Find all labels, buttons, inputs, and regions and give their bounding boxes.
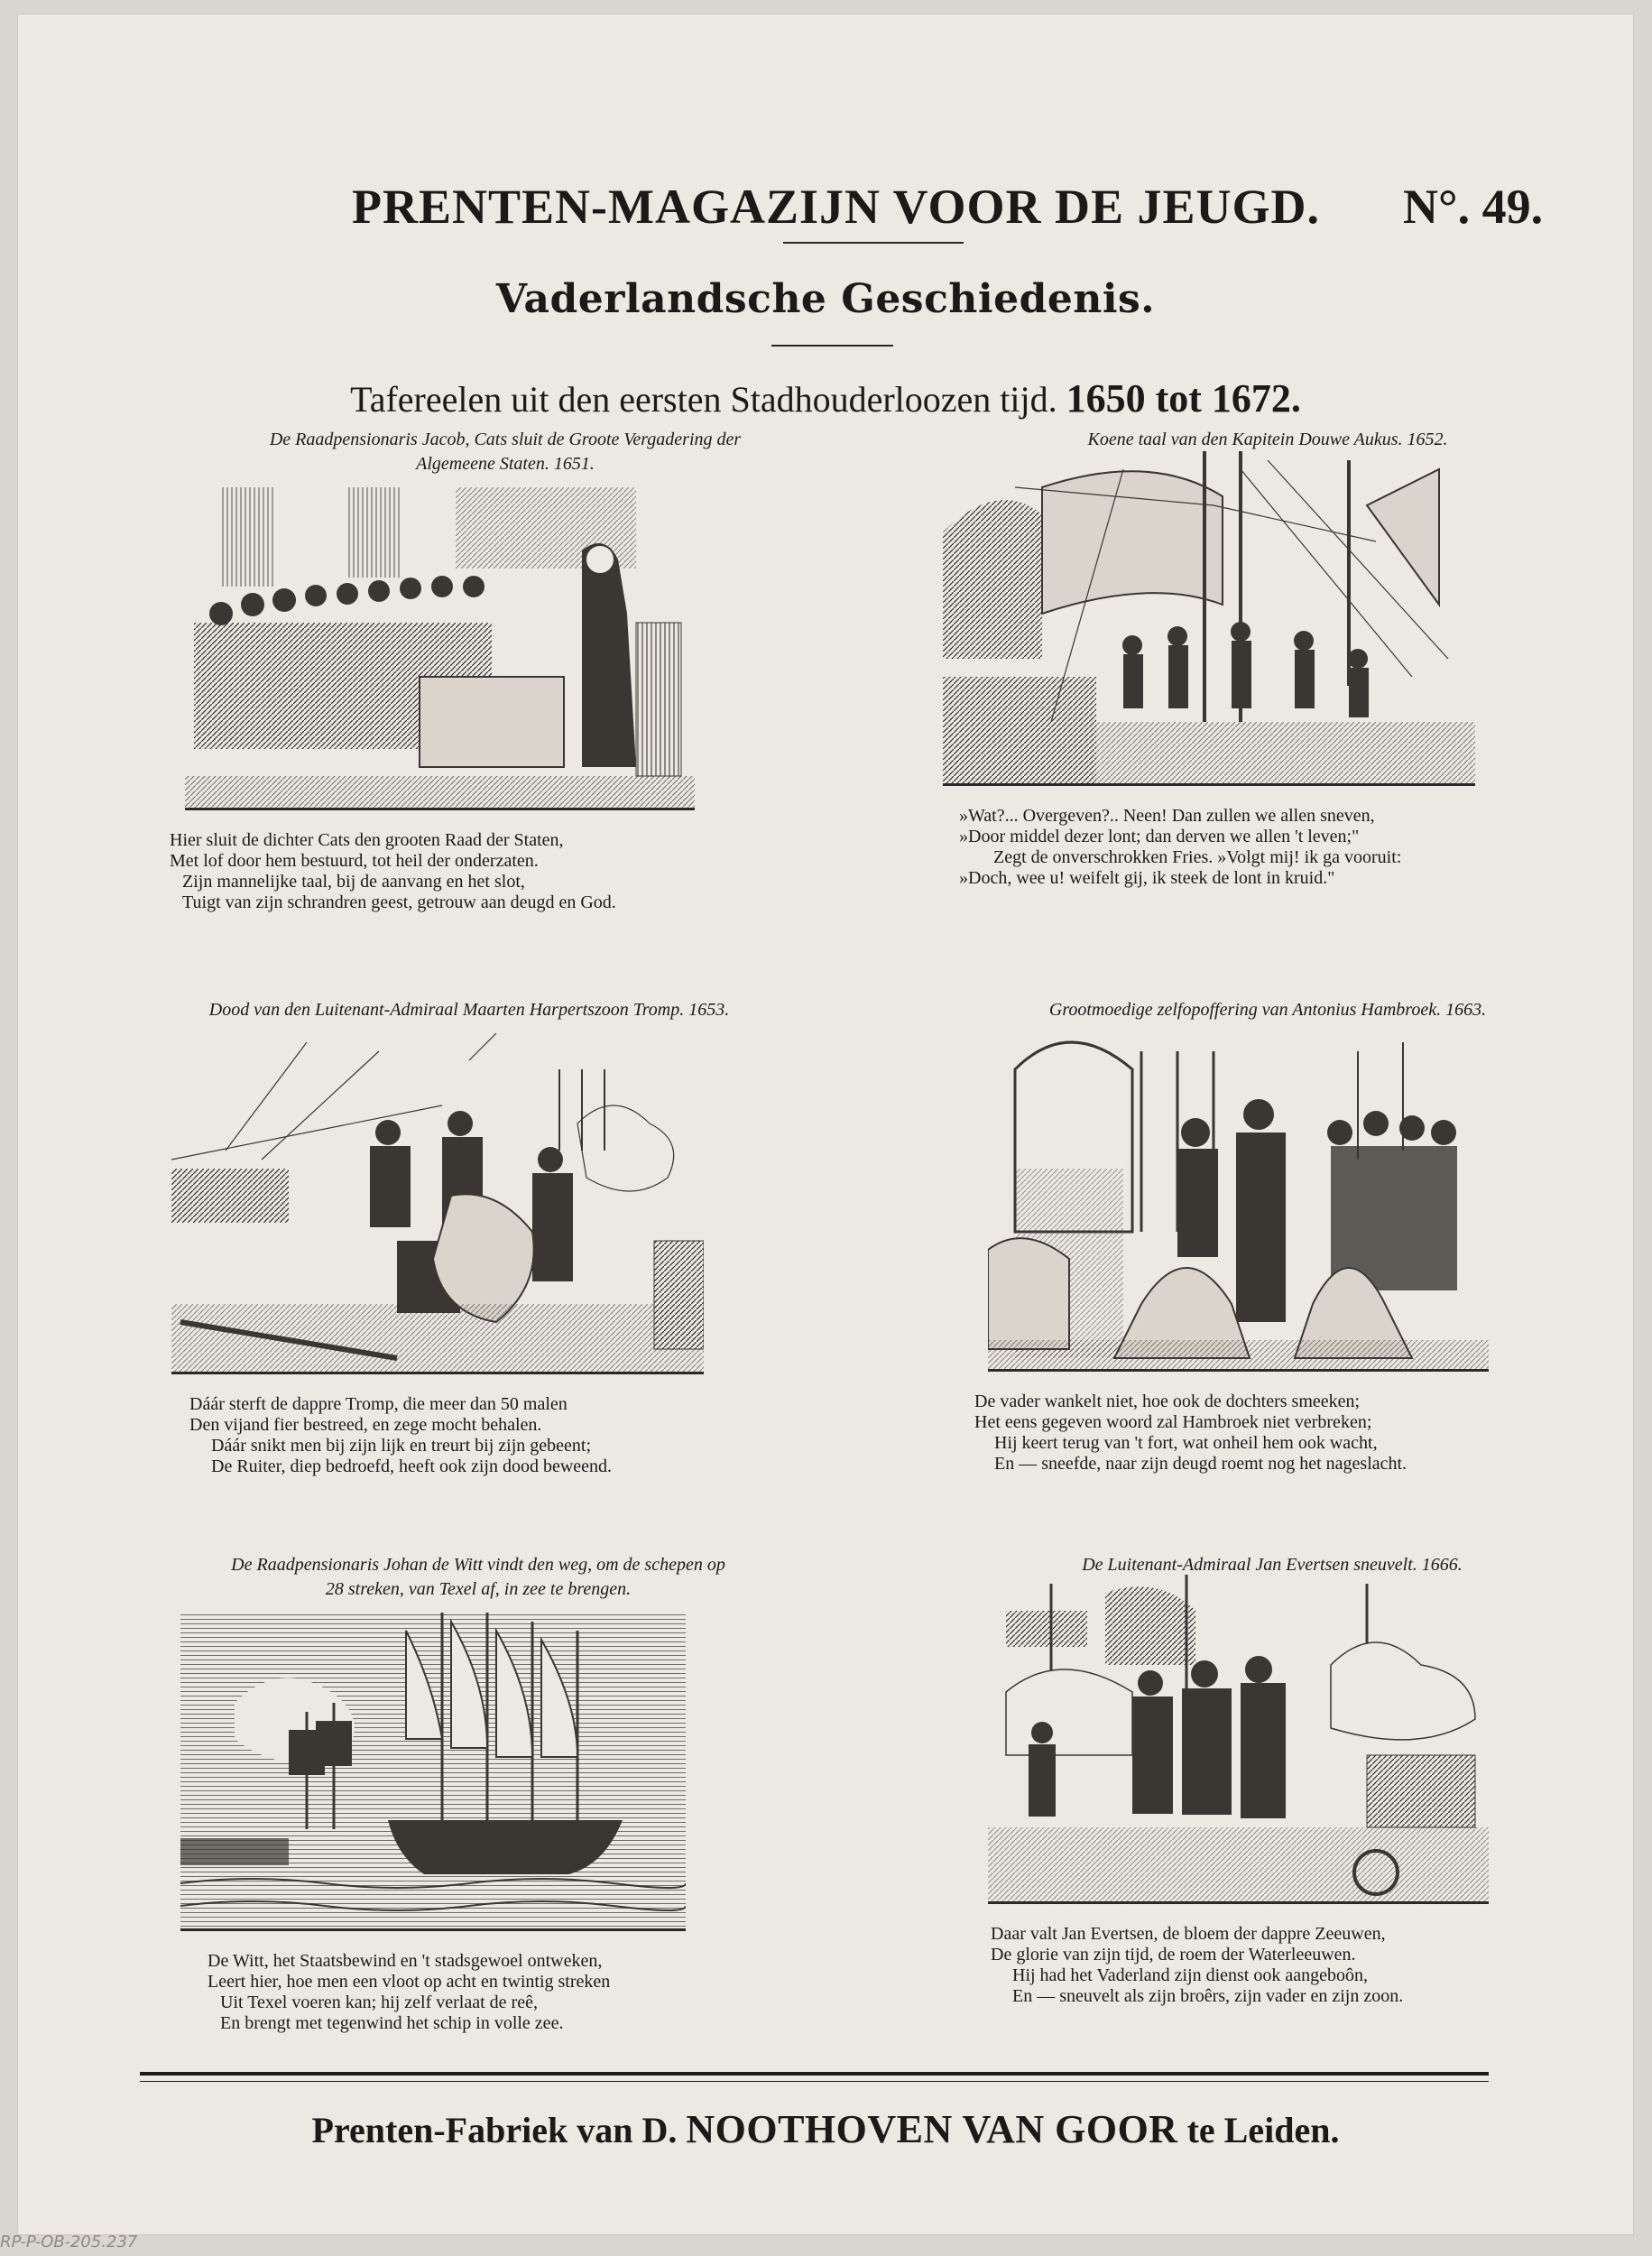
panel-verse [170, 830, 830, 913]
verse-line: »Doch, wee u! weifelt gij, ik steek de lont in kruid." [959, 868, 1335, 888]
period-heading [18, 375, 1633, 421]
caption-line: De Raadpensionaris Johan de Witt vindt den weg, om de schepen op [231, 1555, 725, 1575]
verse-line: »Wat?... Overgeven?.. Neen! Dan zullen we allen sneven, [959, 806, 1375, 826]
verse-line: De vader wankelt niet, hoe ook de dochters smeeken; [974, 1392, 1361, 1411]
verse-line: Uit Texel voeren kan; hij zelf verlaat de reê, [220, 1992, 538, 2012]
title-row [18, 179, 1633, 251]
engraving-evertsen [988, 1575, 1489, 1904]
engraving-states-assembly [185, 487, 695, 810]
divider [771, 345, 893, 347]
panel-caption [943, 998, 1592, 1022]
panel-caption [180, 428, 830, 476]
panel-verse [208, 1951, 803, 2034]
verse-line: Tuigt van zijn schrandren geest, getrouw aan deugd en God. [182, 892, 616, 912]
verse-line: Hij keert terug van 't fort, wat onheil hem ook wacht, [994, 1433, 1378, 1453]
panel-3 [144, 998, 794, 1477]
panel-caption [144, 998, 794, 1022]
engraving-texel-fleet [180, 1613, 686, 1931]
panel-verse [959, 806, 1592, 889]
verse-line: En brengt met tegenwind het schip in volle zee. [220, 2013, 564, 2033]
verse-line: »Door middel dezer lont; dan derven we allen 't leven;" [959, 827, 1360, 846]
panel-verse [189, 1394, 794, 1477]
footer-rule [140, 2072, 1489, 2076]
catalogue-stamp: RP-P-OB-205.237 [0, 2233, 138, 2251]
verse-line: Met lof door hem bestuurd, tot heil der onderzaten. [170, 851, 539, 871]
issue-number: N°. 49. [1403, 180, 1544, 234]
verse-line: De glorie van zijn tijd, de roem der Waterleeuwen. [991, 1945, 1356, 1965]
panel-verse [974, 1392, 1592, 1475]
verse-line: Den vijand fier bestreed, en zege mocht behalen. [189, 1415, 542, 1435]
engraving-hambroek [988, 1033, 1489, 1372]
engraving-ship-deck [943, 451, 1475, 786]
verse-line: En — sneuvelt als zijn broêrs, zijn vader en zijn zoon. [1012, 1986, 1404, 2006]
verse-line: Leert hier, hoe men een vloot op acht en twintig streken [208, 1972, 611, 1992]
panel-5 [153, 1553, 803, 2034]
caption-line: Dood van den Luitenant-Admiraal Maarten Harpertszoon Tromp. 1653. [208, 1000, 730, 1020]
verse-line: Dáár sterft de dappre Tromp, die meer dan 50 malen [189, 1394, 568, 1414]
verse-line: Hij had het Vaderland zijn dienst ook aangeboôn, [1012, 1965, 1368, 1985]
panel-2 [943, 428, 1592, 889]
verse-line: Dáár snikt men bij zijn lijk en treurt bij zijn gebeent; [211, 1436, 591, 1456]
engraving-death-of-tromp [171, 1033, 704, 1374]
subtitle: Vaderlandsche Geschiedenis. [495, 276, 1156, 322]
caption-line: 28 streken, van Texel af, in zee te brengen. [325, 1579, 632, 1599]
panel-1 [170, 428, 830, 913]
caption-line: De Luitenant-Admiraal Jan Evertsen sneuvelt. 1666. [1082, 1555, 1463, 1575]
period-years: 1650 tot 1672. [1066, 376, 1301, 421]
period-text: Tafereelen uit den eersten Stadhouderloozen tijd. [350, 379, 1057, 420]
panel-4 [943, 998, 1592, 1475]
verse-line: De Ruiter, diep bedroefd, heeft ook zijn dood beweend. [211, 1456, 613, 1476]
print-sheet [18, 14, 1633, 2234]
panel-6 [947, 1553, 1597, 2007]
publisher-prefix: Prenten-Fabriek van D. [311, 2110, 678, 2150]
verse-line: Hier sluit de dichter Cats den grooten Raad der Staten, [170, 830, 564, 850]
panel-caption [153, 1553, 803, 1602]
footer-rule [140, 2081, 1489, 2082]
verse-line: Daar valt Jan Evertsen, de bloem der dappre Zeeuwen, [991, 1924, 1386, 1944]
verse-line: Het eens gegeven woord zal Hambroek niet verbreken; [974, 1412, 1372, 1432]
publisher-line [18, 2106, 1633, 2152]
page-title: PRENTEN-MAGAZIJN VOOR DE JEUGD. [352, 180, 1320, 234]
panel-verse [991, 1924, 1597, 2007]
verse-line: En — sneefde, naar zijn deugd roemt nog het nageslacht. [994, 1454, 1407, 1474]
publisher-suffix: te Leiden. [1186, 2110, 1340, 2150]
caption-line: Algemeene Staten. 1651. [416, 454, 595, 474]
publisher-name: NOOTHOVEN VAN GOOR [686, 2107, 1178, 2151]
caption-line: De Raadpensionaris Jacob, Cats sluit de Groote Vergadering der [269, 430, 742, 449]
verse-line: Zegt de onverschrokken Fries. »Volgt mij! ik ga vooruit: [993, 847, 1402, 867]
caption-line: Grootmoedige zelfopoffering van Antonius Hambroek. 1663. [1048, 1000, 1487, 1020]
divider [783, 242, 964, 244]
verse-line: De Witt, het Staatsbewind en 't stadsgewoel ontweken, [208, 1951, 603, 1971]
caption-line: Koene taal van den Kapitein Douwe Aukus. 1652. [1087, 430, 1448, 449]
verse-line: Zijn mannelijke taal, bij de aanvang en het slot, [182, 872, 525, 892]
